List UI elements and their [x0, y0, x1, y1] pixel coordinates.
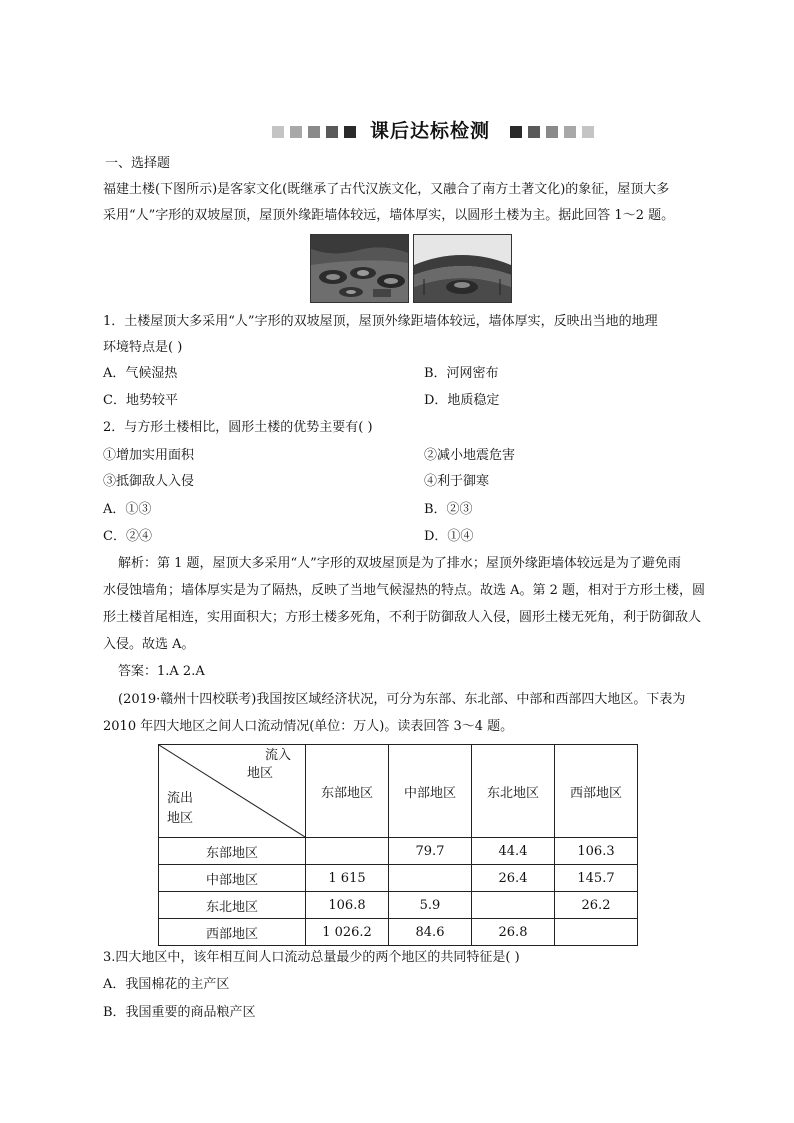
- tulou-interior-photo: [413, 234, 512, 303]
- question-1-stem: 1．土楼屋顶大多采用“人”字形的双坡屋顶，屋顶外缘距墙体较远，墙体厚实，反映出当地的地理: [103, 314, 658, 329]
- table-cell: 1 026.2: [306, 919, 389, 946]
- table-cell: [555, 919, 638, 946]
- option-c: C．地势较平: [103, 393, 178, 408]
- table-cell: 26.4: [472, 865, 555, 892]
- statement-3: ③抵御敌人入侵: [103, 474, 195, 489]
- statement-4: ④利于御寒: [424, 474, 490, 489]
- population-flow-table: [158, 744, 638, 946]
- question-3-stem: 3.四大地区中，该年相互间人口流动总量最少的两个地区的共同特征是( ): [103, 950, 520, 965]
- row-header: 中部地区: [159, 865, 306, 892]
- table-cell: 5.9: [389, 892, 472, 919]
- column-header: 东北地区: [472, 745, 555, 838]
- banner-square-icon: [546, 126, 558, 138]
- row-header: 东北地区: [159, 892, 306, 919]
- table-cell: 26.2: [555, 892, 638, 919]
- section-heading: 一、选择题: [105, 156, 171, 171]
- banner-square-icon: [308, 126, 320, 138]
- inflow-label-line: 流入: [264, 748, 291, 763]
- row-header: 西部地区: [159, 919, 306, 946]
- table-cell: [472, 892, 555, 919]
- banner-square-icon: [326, 126, 338, 138]
- answer-text: 答案：1.A 2.A: [118, 664, 205, 679]
- table-cell: 26.8: [472, 919, 555, 946]
- tulou-photos: [310, 234, 510, 301]
- section-banner: [0, 118, 794, 144]
- page-title: 课后达标检测: [369, 120, 490, 142]
- analysis-text: 形土楼首尾相连，实用面积大；方形土楼多死角，不利于防御敌人入侵，圆形土楼无死角，利于防御敌人: [103, 610, 702, 625]
- banner-square-icon: [510, 126, 522, 138]
- option-d: D．地质稳定: [424, 393, 500, 408]
- banner-square-icon: [290, 126, 302, 138]
- table-cell: 79.7: [389, 838, 472, 865]
- outflow-header-label: [167, 789, 193, 829]
- row-header: 东部地区: [159, 838, 306, 865]
- analysis-text: 入侵。故选 A。: [103, 637, 195, 652]
- option-a: A．我国棉花的主产区: [103, 977, 230, 992]
- banner-square-icon: [582, 126, 594, 138]
- table-cell: 44.4: [472, 838, 555, 865]
- table-cell: 106.3: [555, 838, 638, 865]
- question-1-stem: 环境特点是( ): [103, 340, 183, 355]
- table-cell: 145.7: [555, 865, 638, 892]
- outflow-label-line: 流出: [167, 791, 194, 806]
- option-a: A．气候湿热: [103, 366, 178, 381]
- tulou-aerial-photo: [310, 234, 409, 303]
- intro-text-line: 2010 年四大地区之间人口流动情况(单位：万人)。读表回答 3～4 题。: [103, 719, 514, 734]
- table-row: [159, 865, 638, 892]
- option-b: B．我国重要的商品粮产区: [103, 1005, 256, 1020]
- analysis-text: 解析：第 1 题，屋顶大多采用“人”字形的双坡屋顶是为了排水；屋顶外缘距墙体较远是为了避免雨: [118, 556, 681, 571]
- table-cell: [306, 838, 389, 865]
- option-c: C．②④: [103, 529, 152, 544]
- statement-1: ①增加实用面积: [103, 448, 195, 463]
- question-2-stem: 2．与方形土楼相比，圆形土楼的优势主要有( ): [103, 420, 373, 435]
- option-b: B．河网密布: [424, 366, 499, 381]
- banner-square-icon: [272, 126, 284, 138]
- table-row: [159, 838, 638, 865]
- table-row: [159, 892, 638, 919]
- option-a: A．①③: [103, 502, 152, 517]
- table-row: [159, 919, 638, 946]
- outflow-label-line: 地区: [167, 811, 194, 826]
- table-cell: 106.8: [306, 892, 389, 919]
- column-header: 东部地区: [306, 745, 389, 838]
- banner-square-icon: [528, 126, 540, 138]
- intro-text-line: 福建土楼(下图所示)是客家文化(既继承了古代汉族文化，又融合了南方土著文化)的象征，屋顶大多: [103, 182, 670, 197]
- column-header: 中部地区: [389, 745, 472, 838]
- table-cell: 1 615: [306, 865, 389, 892]
- inflow-header-label: [247, 747, 291, 783]
- column-header: 西部地区: [555, 745, 638, 838]
- inflow-label-line: 地区: [246, 766, 273, 781]
- table-corner-cell: [159, 745, 306, 838]
- option-b: B．②③: [424, 502, 473, 517]
- banner-square-icon: [564, 126, 576, 138]
- option-d: D．①④: [424, 529, 474, 544]
- statement-2: ②减小地震危害: [424, 448, 516, 463]
- table-cell: [389, 865, 472, 892]
- intro-text-line: (2019·赣州十四校联考)我国按区域经济状况，可分为东部、东北部、中部和西部四大地区。下表为: [118, 692, 686, 707]
- table-cell: 84.6: [389, 919, 472, 946]
- intro-text-line: 采用“人”字形的双坡屋顶，屋顶外缘距墙体较远，墙体厚实，以圆形土楼为主。据此回答 1～2 题。: [103, 208, 675, 223]
- analysis-text: 水侵蚀墙角；墙体厚实是为了隔热，反映了当地气候湿热的特点。故选 A。第 2 题，相对于方形土楼，圆: [103, 583, 706, 598]
